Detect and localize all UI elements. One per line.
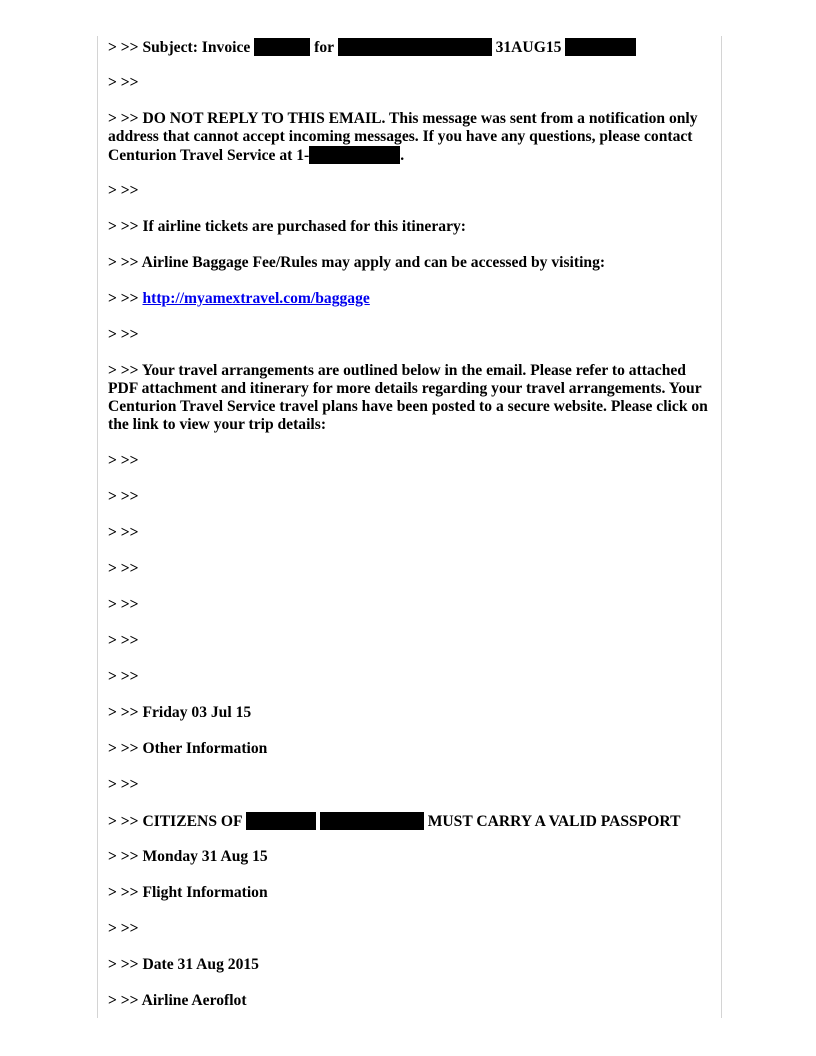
redacted-block xyxy=(338,38,492,56)
date-monday-line: > >> Monday 31 Aug 15 xyxy=(108,848,268,865)
notice-text: > >> DO NOT REPLY TO THIS EMAIL. This message was sent from a notification only address that cannot accept incoming messages. If you have any questions, please contact Centurion Travel Service at 1- xyxy=(108,110,698,164)
redacted-block xyxy=(254,38,310,56)
subject-for: for xyxy=(314,39,334,56)
redacted-block xyxy=(565,38,636,56)
citizens-line xyxy=(108,812,708,831)
quote-prefix: > >> xyxy=(108,290,139,307)
subject-date: 31AUG15 xyxy=(495,39,562,56)
redacted-block xyxy=(246,812,316,830)
baggage-link[interactable]: http://myamextravel.com/baggage xyxy=(142,290,370,307)
date-friday-line: > >> Friday 03 Jul 15 xyxy=(108,704,252,721)
airline-line: > >> Airline Aeroflot xyxy=(108,992,247,1009)
quote-marker-line: > >> xyxy=(108,488,139,505)
subject-line xyxy=(108,38,708,57)
baggage-link-line xyxy=(108,290,708,308)
baggage-line: > >> Airline Baggage Fee/Rules may apply and can be accessed by visiting: xyxy=(108,254,606,271)
citizens-label: > >> CITIZENS OF xyxy=(108,813,242,830)
redacted-phone xyxy=(309,146,400,164)
quote-marker-line: > >> xyxy=(108,668,139,685)
quote-marker-line: > >> xyxy=(108,632,139,649)
quote-marker-line: > >> xyxy=(108,326,139,343)
quote-marker-line: > >> xyxy=(108,524,139,541)
flight-date-line: > >> Date 31 Aug 2015 xyxy=(108,956,259,973)
quote-marker-line: > >> xyxy=(108,776,139,793)
quote-marker-line: > >> xyxy=(108,452,139,469)
quote-marker-line: > >> xyxy=(108,182,139,199)
notice-end: . xyxy=(400,147,405,164)
other-info-line: > >> Other Information xyxy=(108,740,268,757)
flight-info-line: > >> Flight Information xyxy=(108,884,268,901)
arrangements-paragraph: > >> Your travel arrangements are outlined below in the email. Please refer to attached PDF attachment and itinerary for more details regarding your travel arrangements. Your Centurion Travel Service travel plans have been posted to a secure website. Please click on the link to view your trip details: xyxy=(108,362,708,433)
quote-marker-line: > >> xyxy=(108,560,139,577)
quote-marker-line: > >> xyxy=(108,596,139,613)
passport-text: MUST CARRY A VALID PASSPORT xyxy=(427,813,681,830)
subject-label: > >> Subject: Invoice xyxy=(108,39,251,56)
tickets-line: > >> If airline tickets are purchased for this itinerary: xyxy=(108,218,466,235)
quote-marker-line: > >> xyxy=(108,74,139,91)
redacted-block xyxy=(320,812,424,830)
quote-marker-line: > >> xyxy=(108,920,139,937)
notice-paragraph xyxy=(108,110,708,165)
